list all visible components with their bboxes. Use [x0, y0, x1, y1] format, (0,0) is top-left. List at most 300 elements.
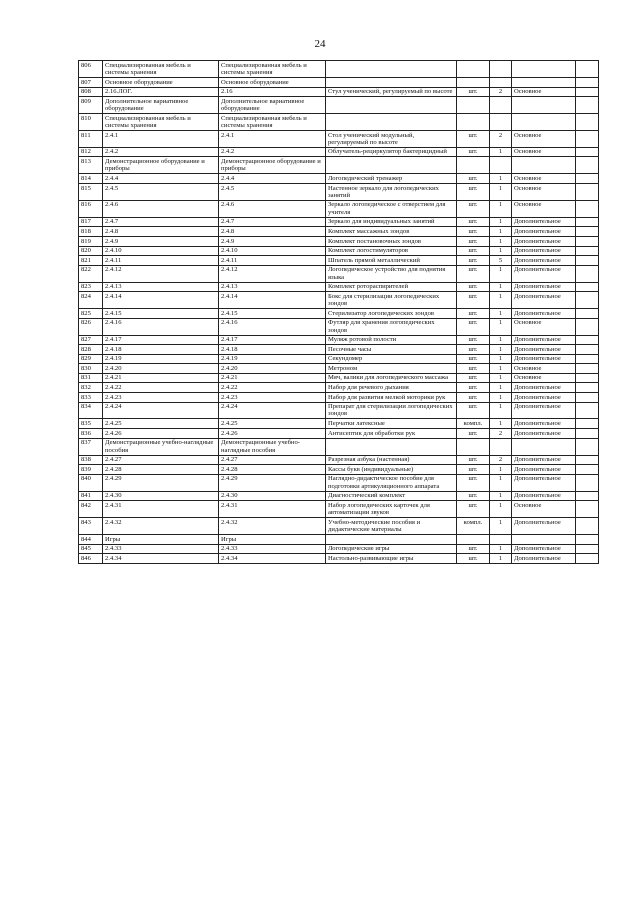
equipment-type-cell: Дополнительное	[512, 256, 576, 266]
section-code-cell: 2.4.18	[103, 345, 219, 355]
item-name-cell: Диагностический комплект	[326, 491, 457, 501]
unit-cell	[457, 157, 490, 174]
item-code-cell: 2.4.15	[219, 309, 326, 319]
item-code-cell: 2.4.2	[219, 147, 326, 157]
table-row	[79, 236, 599, 246]
unit-cell	[457, 535, 490, 545]
item-code-cell: Демонстрационное оборудование и приборы	[219, 157, 326, 174]
table-row	[79, 455, 599, 465]
quantity-cell: 1	[490, 364, 512, 374]
item-name-cell: Логопедические игры	[326, 544, 457, 554]
item-name-cell: Комплект ротораспирителей	[326, 282, 457, 292]
page-number: 24	[314, 38, 326, 50]
empty-cell	[576, 114, 599, 131]
row-number-cell: 838	[79, 455, 103, 465]
item-name-cell: Комплект постановочных зондов	[326, 236, 457, 246]
table-row	[79, 335, 599, 345]
row-number-cell: 840	[79, 474, 103, 491]
equipment-type-cell: Основное	[512, 501, 576, 518]
table-row	[79, 265, 599, 282]
section-code-cell: 2.4.11	[103, 256, 219, 266]
item-code-cell: 2.4.20	[219, 364, 326, 374]
quantity-cell: 1	[490, 246, 512, 256]
quantity-cell: 1	[490, 174, 512, 184]
quantity-cell	[490, 114, 512, 131]
quantity-cell: 2	[490, 87, 512, 97]
table-row	[79, 345, 599, 355]
item-name-cell: Логопедический тренажер	[326, 174, 457, 184]
quantity-cell: 1	[490, 309, 512, 319]
item-name-cell: Песочные часы	[326, 345, 457, 355]
item-code-cell: 2.4.17	[219, 335, 326, 345]
empty-cell	[576, 455, 599, 465]
equipment-type-cell: Основное	[512, 130, 576, 147]
item-name-cell: Метроном	[326, 364, 457, 374]
empty-cell	[576, 535, 599, 545]
row-number-cell: 846	[79, 554, 103, 564]
item-code-cell: 2.4.7	[219, 217, 326, 227]
empty-cell	[576, 392, 599, 402]
table-row	[79, 174, 599, 184]
table-row	[79, 97, 599, 114]
section-code-cell: 2.4.6	[103, 200, 219, 217]
unit-cell: шт.	[457, 554, 490, 564]
item-code-cell: Дополнительное вариативное оборудование	[219, 97, 326, 114]
table-row	[79, 383, 599, 393]
item-name-cell: Шпатель прямой металлический	[326, 256, 457, 266]
table-row	[79, 292, 599, 309]
equipment-type-cell: Дополнительное	[512, 335, 576, 345]
empty-cell	[576, 364, 599, 374]
quantity-cell: 1	[490, 292, 512, 309]
item-code-cell: 2.4.23	[219, 392, 326, 402]
row-number-cell: 815	[79, 183, 103, 200]
item-name-cell: Перчатки латексные	[326, 419, 457, 429]
unit-cell: шт.	[457, 200, 490, 217]
unit-cell: шт.	[457, 174, 490, 184]
unit-cell: шт.	[457, 130, 490, 147]
item-name-cell: Набор для развития мелкой моторики рук	[326, 392, 457, 402]
section-code-cell: 2.4.13	[103, 282, 219, 292]
empty-cell	[576, 402, 599, 419]
empty-cell	[576, 282, 599, 292]
unit-cell: шт.	[457, 292, 490, 309]
section-code-cell: 2.4.5	[103, 183, 219, 200]
equipment-type-cell: Основное	[512, 373, 576, 383]
unit-cell: шт.	[457, 544, 490, 554]
section-code-cell: 2.4.30	[103, 491, 219, 501]
item-name-cell	[326, 114, 457, 131]
unit-cell: шт.	[457, 354, 490, 364]
quantity-cell: 1	[490, 544, 512, 554]
row-number-cell: 835	[79, 419, 103, 429]
table-row	[79, 282, 599, 292]
empty-cell	[576, 318, 599, 335]
section-code-cell: Демонстрационное оборудование и приборы	[103, 157, 219, 174]
empty-cell	[576, 97, 599, 114]
item-name-cell: Стол ученический модульный, регулируемый по высоте	[326, 130, 457, 147]
unit-cell	[457, 114, 490, 131]
item-name-cell	[326, 157, 457, 174]
quantity-cell: 1	[490, 318, 512, 335]
table-row	[79, 200, 599, 217]
item-name-cell: Антисептик для обработки рук	[326, 429, 457, 439]
item-name-cell: Мяч, валики для логопедического массажа	[326, 373, 457, 383]
quantity-cell: 1	[490, 491, 512, 501]
row-number-cell: 826	[79, 318, 103, 335]
equipment-type-cell	[512, 535, 576, 545]
item-code-cell: 2.4.30	[219, 491, 326, 501]
empty-cell	[576, 491, 599, 501]
empty-cell	[576, 183, 599, 200]
section-code-cell: 2.4.22	[103, 383, 219, 393]
quantity-cell: 1	[490, 383, 512, 393]
row-number-cell: 811	[79, 130, 103, 147]
item-code-cell: 2.4.31	[219, 501, 326, 518]
quantity-cell: 1	[490, 419, 512, 429]
row-number-cell: 813	[79, 157, 103, 174]
quantity-cell: 1	[490, 465, 512, 475]
equipment-type-cell	[512, 97, 576, 114]
quantity-cell: 1	[490, 200, 512, 217]
row-number-cell: 819	[79, 236, 103, 246]
empty-cell	[576, 354, 599, 364]
unit-cell: шт.	[457, 491, 490, 501]
section-code-cell: 2.4.23	[103, 392, 219, 402]
row-number-cell: 843	[79, 518, 103, 535]
table-row	[79, 246, 599, 256]
section-code-cell: 2.4.15	[103, 309, 219, 319]
section-code-cell: 2.4.2	[103, 147, 219, 157]
empty-cell	[576, 373, 599, 383]
table-row	[79, 501, 599, 518]
table-row	[79, 364, 599, 374]
section-code-cell: 2.4.31	[103, 501, 219, 518]
item-code-cell: 2.4.11	[219, 256, 326, 266]
empty-cell	[576, 544, 599, 554]
section-code-cell: 2.4.34	[103, 554, 219, 564]
quantity-cell	[490, 157, 512, 174]
equipment-type-cell: Дополнительное	[512, 227, 576, 237]
row-number-cell: 828	[79, 345, 103, 355]
item-name-cell: Препарат для стерилизации логопедических зондов	[326, 402, 457, 419]
section-code-cell: 2.4.27	[103, 455, 219, 465]
quantity-cell: 1	[490, 345, 512, 355]
equipment-type-cell: Основное	[512, 183, 576, 200]
item-code-cell: 2.4.21	[219, 373, 326, 383]
section-code-cell: Демонстрационные учебно-наглядные пособия	[103, 438, 219, 455]
section-code-cell: 2.4.26	[103, 429, 219, 439]
empty-cell	[576, 87, 599, 97]
empty-cell	[576, 265, 599, 282]
row-number-cell: 842	[79, 501, 103, 518]
item-code-cell: 2.4.9	[219, 236, 326, 246]
item-code-cell: 2.4.22	[219, 383, 326, 393]
equipment-type-cell	[512, 438, 576, 455]
equipment-type-cell: Дополнительное	[512, 544, 576, 554]
quantity-cell: 1	[490, 183, 512, 200]
unit-cell	[457, 438, 490, 455]
unit-cell: шт.	[457, 402, 490, 419]
quantity-cell: 1	[490, 335, 512, 345]
unit-cell: шт.	[457, 227, 490, 237]
unit-cell: шт.	[457, 236, 490, 246]
item-name-cell: Облучатель-рециркулятор бактерицидный	[326, 147, 457, 157]
section-code-cell: 2.4.32	[103, 518, 219, 535]
table-row	[79, 544, 599, 554]
row-number-cell: 830	[79, 364, 103, 374]
item-name-cell: Набор логопедических карточек для автоматизации звуков	[326, 501, 457, 518]
item-code-cell: Специализированная мебель и системы хранения	[219, 114, 326, 131]
equipment-type-cell: Дополнительное	[512, 392, 576, 402]
unit-cell: шт.	[457, 455, 490, 465]
table-row	[79, 77, 599, 87]
quantity-cell	[490, 438, 512, 455]
unit-cell: шт.	[457, 256, 490, 266]
quantity-cell: 1	[490, 554, 512, 564]
item-code-cell: Демонстрационные учебно-наглядные пособия	[219, 438, 326, 455]
empty-cell	[576, 130, 599, 147]
equipment-type-cell: Дополнительное	[512, 246, 576, 256]
row-number-cell: 821	[79, 256, 103, 266]
item-name-cell	[326, 97, 457, 114]
table-row	[79, 554, 599, 564]
table-row	[79, 518, 599, 535]
table-row	[79, 491, 599, 501]
empty-cell	[576, 236, 599, 246]
item-code-cell: Игры	[219, 535, 326, 545]
section-code-cell: 2.4.29	[103, 474, 219, 491]
unit-cell	[457, 97, 490, 114]
item-code-cell: 2.4.1	[219, 130, 326, 147]
item-name-cell: Футляр для хранения логопедических зондов	[326, 318, 457, 335]
section-code-cell: 2.4.1	[103, 130, 219, 147]
section-code-cell: Дополнительное вариативное оборудование	[103, 97, 219, 114]
table-row	[79, 429, 599, 439]
equipment-type-cell	[512, 61, 576, 78]
item-name-cell: Учебно-методические пособия и дидактические материалы	[326, 518, 457, 535]
item-code-cell: 2.4.24	[219, 402, 326, 419]
section-code-cell: Специализированная мебель и системы хранения	[103, 61, 219, 78]
quantity-cell	[490, 535, 512, 545]
quantity-cell: 1	[490, 265, 512, 282]
section-code-cell: 2.4.9	[103, 236, 219, 246]
equipment-type-cell: Дополнительное	[512, 383, 576, 393]
equipment-type-cell: Дополнительное	[512, 474, 576, 491]
row-number-cell: 841	[79, 491, 103, 501]
quantity-cell: 1	[490, 217, 512, 227]
item-name-cell: Набор для речевого дыхания	[326, 383, 457, 393]
empty-cell	[576, 77, 599, 87]
item-code-cell: 2.4.26	[219, 429, 326, 439]
equipment-type-cell: Основное	[512, 318, 576, 335]
item-code-cell: 2.4.14	[219, 292, 326, 309]
row-number-cell: 806	[79, 61, 103, 78]
table-row	[79, 373, 599, 383]
empty-cell	[576, 292, 599, 309]
quantity-cell	[490, 77, 512, 87]
table-row	[79, 465, 599, 475]
row-number-cell: 808	[79, 87, 103, 97]
item-code-cell: 2.4.25	[219, 419, 326, 429]
table-row	[79, 147, 599, 157]
equipment-type-cell: Дополнительное	[512, 429, 576, 439]
equipment-type-cell: Дополнительное	[512, 518, 576, 535]
row-number-cell: 844	[79, 535, 103, 545]
item-code-cell: 2.4.32	[219, 518, 326, 535]
item-name-cell: Стул ученический, регулируемый по высоте	[326, 87, 457, 97]
table-row	[79, 309, 599, 319]
table-row	[79, 318, 599, 335]
equipment-table	[78, 60, 599, 564]
empty-cell	[576, 438, 599, 455]
row-number-cell: 812	[79, 147, 103, 157]
unit-cell: шт.	[457, 282, 490, 292]
item-code-cell: 2.4.18	[219, 345, 326, 355]
unit-cell: шт.	[457, 87, 490, 97]
item-name-cell: Секундомер	[326, 354, 457, 364]
empty-cell	[576, 256, 599, 266]
empty-cell	[576, 61, 599, 78]
empty-cell	[576, 554, 599, 564]
item-code-cell: 2.4.33	[219, 544, 326, 554]
table-row	[79, 438, 599, 455]
table-row	[79, 402, 599, 419]
item-name-cell: Муляж ротовой полости	[326, 335, 457, 345]
row-number-cell: 809	[79, 97, 103, 114]
item-name-cell: Зеркало для индивидуальных занятий	[326, 217, 457, 227]
item-code-cell: 2.4.6	[219, 200, 326, 217]
item-name-cell: Стерилизатор логопедических зондов	[326, 309, 457, 319]
unit-cell: шт.	[457, 364, 490, 374]
unit-cell: шт.	[457, 392, 490, 402]
unit-cell: шт.	[457, 429, 490, 439]
item-code-cell: 2.4.13	[219, 282, 326, 292]
section-code-cell: 2.4.25	[103, 419, 219, 429]
quantity-cell: 1	[490, 282, 512, 292]
empty-cell	[576, 227, 599, 237]
unit-cell: шт.	[457, 183, 490, 200]
quantity-cell: 2	[490, 130, 512, 147]
quantity-cell: 2	[490, 429, 512, 439]
equipment-type-cell: Дополнительное	[512, 419, 576, 429]
unit-cell: шт.	[457, 309, 490, 319]
quantity-cell	[490, 97, 512, 114]
section-code-cell: 2.4.7	[103, 217, 219, 227]
row-number-cell: 827	[79, 335, 103, 345]
quantity-cell: 1	[490, 227, 512, 237]
item-name-cell	[326, 61, 457, 78]
item-name-cell: Настенное зеркало для логопедических занятий	[326, 183, 457, 200]
table-row	[79, 217, 599, 227]
row-number-cell: 829	[79, 354, 103, 364]
item-name-cell: Комплект логостимуляторов	[326, 246, 457, 256]
section-code-cell: Специализированная мебель и системы хранения	[103, 114, 219, 131]
section-code-cell: 2.16.ЛОГ.	[103, 87, 219, 97]
equipment-type-cell: Дополнительное	[512, 265, 576, 282]
empty-cell	[576, 345, 599, 355]
unit-cell: шт.	[457, 246, 490, 256]
unit-cell: компл.	[457, 518, 490, 535]
unit-cell: шт.	[457, 217, 490, 227]
section-code-cell: 2.4.19	[103, 354, 219, 364]
table-row	[79, 61, 599, 78]
table-row	[79, 256, 599, 266]
item-name-cell: Наглядно-дидактическое пособие для подготовки артикуляционного аппарата	[326, 474, 457, 491]
equipment-type-cell: Дополнительное	[512, 491, 576, 501]
section-code-cell: 2.4.12	[103, 265, 219, 282]
item-code-cell: 2.16	[219, 87, 326, 97]
row-number-cell: 834	[79, 402, 103, 419]
unit-cell: компл.	[457, 419, 490, 429]
equipment-type-cell	[512, 157, 576, 174]
empty-cell	[576, 465, 599, 475]
equipment-type-cell: Основное	[512, 147, 576, 157]
item-code-cell: 2.4.29	[219, 474, 326, 491]
table-row	[79, 354, 599, 364]
row-number-cell: 824	[79, 292, 103, 309]
row-number-cell: 822	[79, 265, 103, 282]
table-row	[79, 419, 599, 429]
quantity-cell: 1	[490, 501, 512, 518]
table-row	[79, 392, 599, 402]
row-number-cell: 818	[79, 227, 103, 237]
equipment-type-cell: Основное	[512, 174, 576, 184]
equipment-type-cell: Дополнительное	[512, 554, 576, 564]
section-code-cell: 2.4.33	[103, 544, 219, 554]
equipment-type-cell: Основное	[512, 200, 576, 217]
equipment-type-cell: Дополнительное	[512, 282, 576, 292]
row-number-cell: 820	[79, 246, 103, 256]
equipment-type-cell: Дополнительное	[512, 455, 576, 465]
row-number-cell: 817	[79, 217, 103, 227]
section-code-cell: 2.4.8	[103, 227, 219, 237]
equipment-type-cell: Дополнительное	[512, 354, 576, 364]
section-code-cell: 2.4.16	[103, 318, 219, 335]
equipment-type-cell: Основное	[512, 87, 576, 97]
item-code-cell: Основное оборудование	[219, 77, 326, 87]
table-row	[79, 157, 599, 174]
section-code-cell: 2.4.17	[103, 335, 219, 345]
equipment-type-cell: Дополнительное	[512, 292, 576, 309]
empty-cell	[576, 501, 599, 518]
section-code-cell: 2.4.21	[103, 373, 219, 383]
section-code-cell: 2.4.24	[103, 402, 219, 419]
unit-cell: шт.	[457, 474, 490, 491]
item-code-cell: 2.4.4	[219, 174, 326, 184]
empty-cell	[576, 157, 599, 174]
row-number-cell: 833	[79, 392, 103, 402]
row-number-cell: 810	[79, 114, 103, 131]
table-body	[79, 61, 599, 564]
section-code-cell: 2.4.20	[103, 364, 219, 374]
row-number-cell: 825	[79, 309, 103, 319]
equipment-type-cell: Дополнительное	[512, 217, 576, 227]
empty-cell	[576, 383, 599, 393]
section-code-cell: 2.4.28	[103, 465, 219, 475]
table-row	[79, 130, 599, 147]
table-row	[79, 227, 599, 237]
empty-cell	[576, 474, 599, 491]
quantity-cell: 2	[490, 455, 512, 465]
item-code-cell: 2.4.34	[219, 554, 326, 564]
unit-cell: шт.	[457, 373, 490, 383]
row-number-cell: 845	[79, 544, 103, 554]
item-code-cell: 2.4.5	[219, 183, 326, 200]
empty-cell	[576, 335, 599, 345]
table-row	[79, 114, 599, 131]
row-number-cell: 832	[79, 383, 103, 393]
